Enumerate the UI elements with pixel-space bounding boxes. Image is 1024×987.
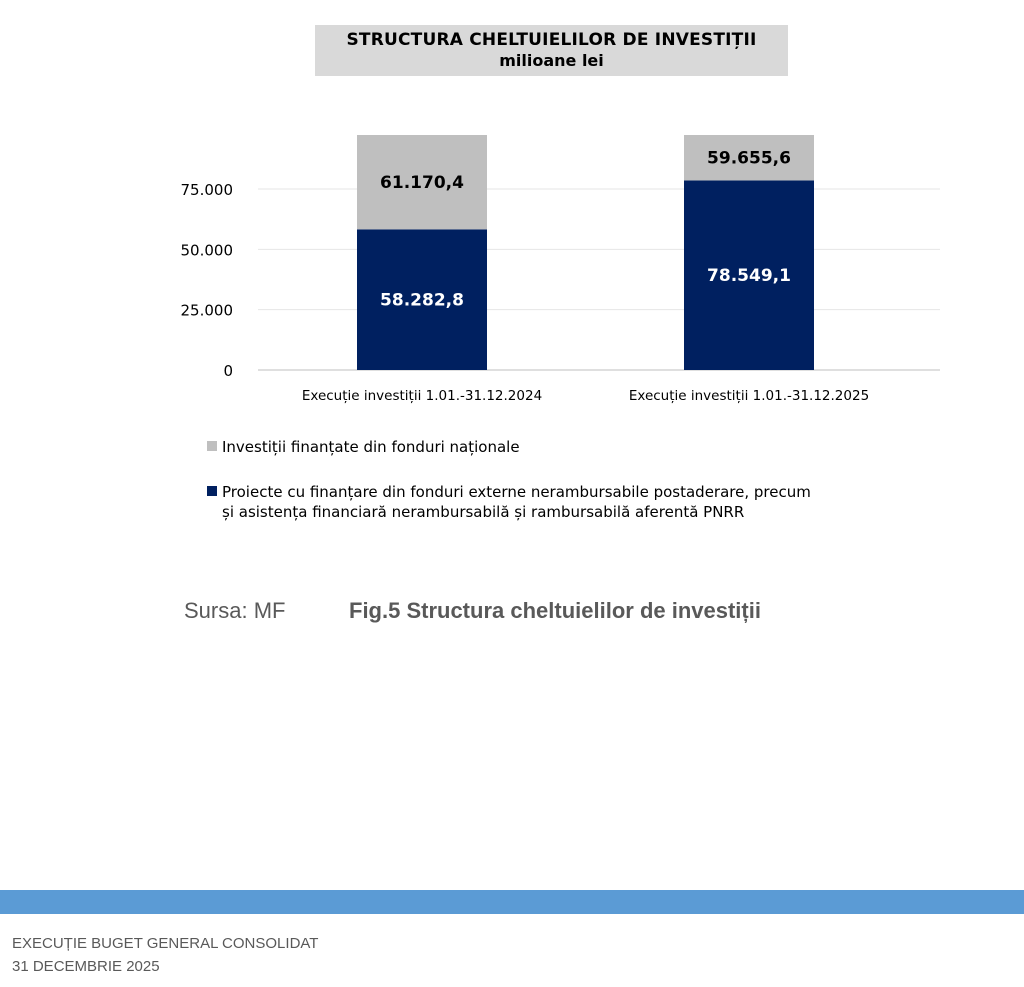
data-label-0-series-0: 58.282,8 (380, 290, 464, 311)
legend-item-national (207, 437, 520, 457)
legend-swatch-external (207, 486, 217, 496)
y-tick-label-1: 25.000 (180, 301, 233, 320)
data-label-1-series-0: 78.549,1 (707, 266, 791, 287)
footer-text (12, 932, 318, 978)
chart-subtitle: milioane lei (499, 51, 604, 70)
data-label-1-series-1: 59.655,6 (707, 148, 791, 169)
legend-label-national: Investiții finanțate din fonduri naționale (222, 438, 520, 456)
y-tick-label-3: 75.000 (180, 181, 233, 199)
footer-line-2: 31 DECEMBRIE 2025 (12, 958, 160, 975)
y-tick-label-2: 50.000 (180, 241, 233, 260)
data-label-0-series-1: 61.170,4 (380, 173, 464, 194)
stacked-bar-chart (0, 0, 1024, 420)
legend-swatch-national (207, 441, 217, 451)
legend-label-external-line2: și asistența financiară nerambursabilă și rambursabilă aferentă PNRR (222, 503, 745, 521)
footer-band (0, 890, 1024, 914)
legend-label-external-line1: Proiecte cu finanțare din fonduri externe nerambursabile postaderare, precum (222, 483, 811, 501)
chart-title: STRUCTURA CHELTUIELILOR DE INVESTIȚII (346, 30, 757, 50)
x-category-label-0: Execuție investiții 1.01.-31.12.2024 (301, 388, 543, 404)
x-category-label-1: Execuție investiții 1.01.-31.12.2025 (628, 388, 870, 404)
y-tick-label-0: 0 (223, 362, 233, 380)
figure-caption: Fig.5 Structura cheltuielilor de investiții (349, 598, 761, 623)
footer-line-1: EXECUȚIE BUGET GENERAL CONSOLIDAT (12, 935, 319, 952)
legend-item-external (207, 482, 811, 522)
source-caption: Sursa: MF (184, 598, 286, 623)
